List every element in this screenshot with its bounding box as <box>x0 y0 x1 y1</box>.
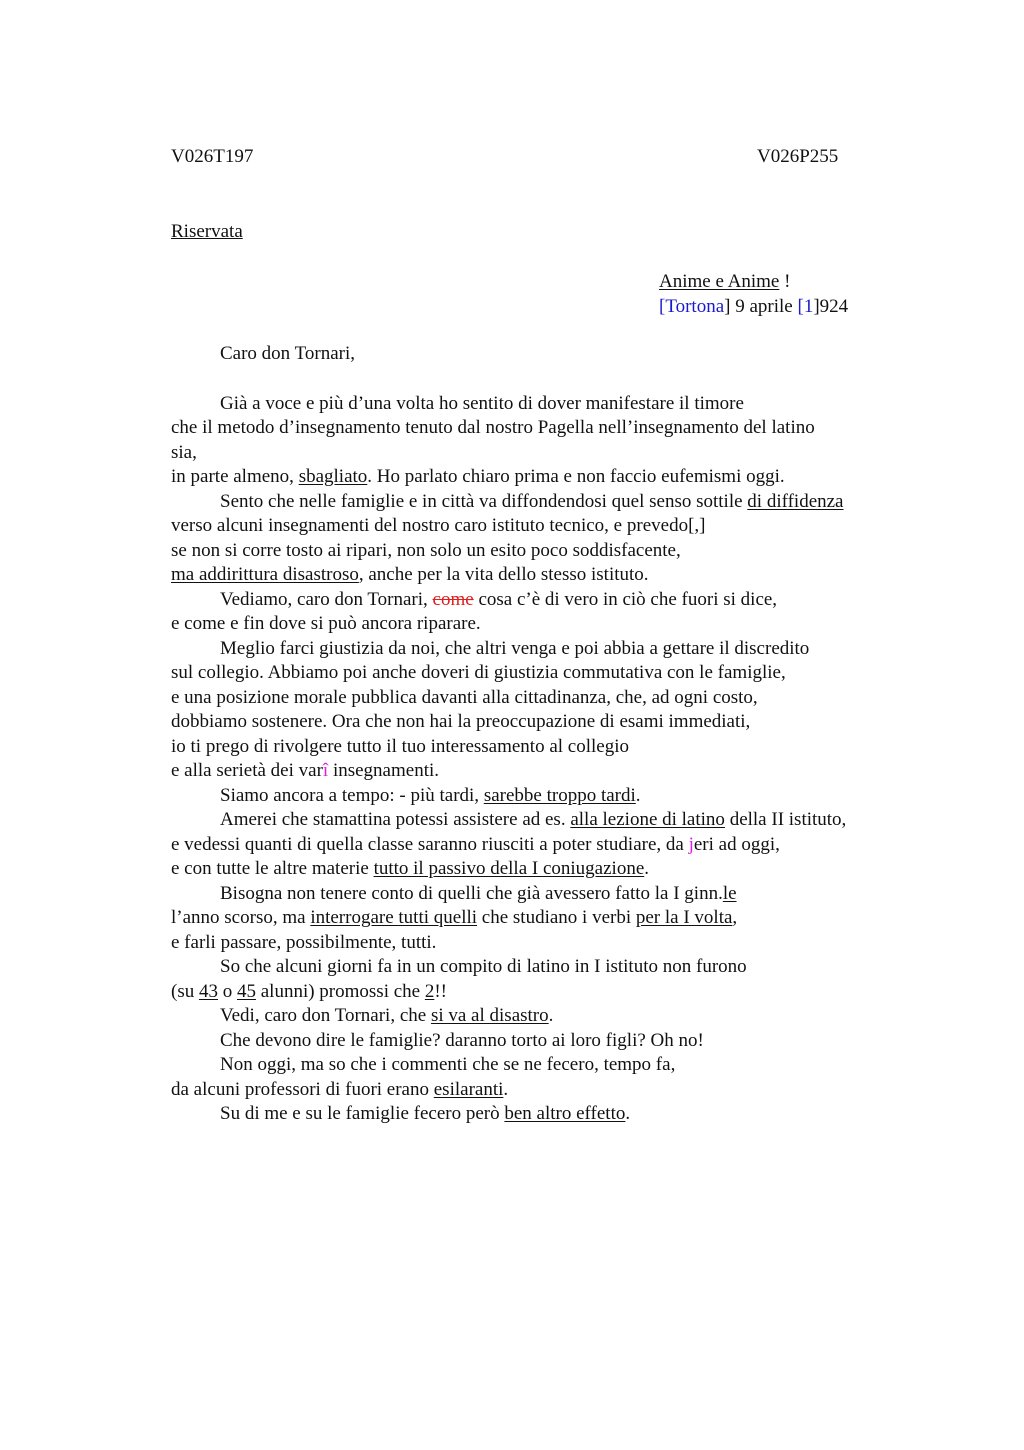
body-line <box>171 1004 911 1029</box>
bracket2-open: [ <box>797 295 804 317</box>
text-segment: eri ad oggi, <box>693 833 780 855</box>
underlined-segment: si va al disastro <box>430 1005 549 1026</box>
place-name: Tortona <box>665 295 725 317</box>
body-line <box>171 808 911 833</box>
underlined-segment: alla lezione di latino <box>570 809 725 830</box>
date-day-month: 9 aprile <box>730 295 798 317</box>
text-segment: . <box>635 784 641 806</box>
body-line: io ti prego di rivolgere tutto il tuo interessamento al collegio <box>171 735 630 757</box>
text-segment: e con tutte le altre materie <box>171 858 374 879</box>
text-segment: della II istituto, <box>724 809 847 830</box>
body-line: verso alcuni insegnamenti del nostro caro istituto tecnico, e prevedo[,] <box>171 515 706 536</box>
text-segment: Siamo ancora a tempo: - più tardi, <box>220 784 484 806</box>
underlined-segment: ma addirittura disastroso <box>171 564 359 585</box>
text-segment: e alla serietà dei var <box>171 760 323 781</box>
body-line: e una posizione morale pubblica davanti alla cittadinanza, che, ad ogni costo, <box>171 686 758 708</box>
text-segment: , anche per la vita dello stesso istituto. <box>358 564 649 585</box>
text-segment: cosa c’è di vero in ciò che fuori si dice, <box>473 588 778 610</box>
bracket-open: [ <box>659 295 666 317</box>
body-line: Meglio farci giustizia da noi, che altri venga e poi abbia a gettare il discredito <box>220 637 810 659</box>
text-segment: da alcuni professori di fuori erano <box>171 1078 434 1100</box>
body-line: e come e fin dove si può ancora riparare. <box>171 613 481 634</box>
blank-line <box>171 367 911 392</box>
text-segment: insegnamenti. <box>328 760 440 781</box>
text-segment: !! <box>434 980 447 1002</box>
year-digit: 1 <box>803 295 814 317</box>
year-rest: 924 <box>819 295 849 317</box>
underlined-number: 43 <box>198 980 218 1002</box>
motto-block <box>659 270 848 319</box>
body-line: So che alcuni giorni fa in un compito di latino in I istituto non furono <box>220 956 747 977</box>
underlined-segment: tutto il passivo della I coniugazione <box>373 858 645 879</box>
text-segment: , <box>732 907 738 928</box>
body-line: dobbiamo sostenere. Ora che non hai la preoccupazione di esami immediati, <box>171 711 751 732</box>
body-line: Già a voce e più d’una volta ho sentito di dover manifestare il timore <box>220 392 744 414</box>
body-line <box>171 906 911 931</box>
text-segment: Amerei che stamattina potessi assistere ad es. <box>220 809 571 830</box>
underlined-segment: sbagliato <box>298 466 368 487</box>
body-line <box>171 833 911 858</box>
salutation: Caro don Tornari, <box>220 343 355 364</box>
body-line <box>171 882 911 907</box>
text-segment: . <box>625 1103 631 1124</box>
text-segment: o <box>217 980 237 1002</box>
body-line <box>171 1102 911 1127</box>
body-line <box>171 465 911 490</box>
document-code-left: V026T197 <box>171 146 254 167</box>
text-segment: Vediamo, caro don Tornari, <box>220 588 433 610</box>
text-segment: Su di me e su le famiglie fecero però <box>220 1103 505 1124</box>
body-line: se non si corre tosto ai ripari, non solo un esito poco soddisfacente, <box>171 539 681 561</box>
body-line: sia, <box>171 441 197 463</box>
text-segment: Sento che nelle famiglie e in città va diffondendosi quel senso sottile <box>220 490 748 512</box>
corrected-letter: j <box>688 833 694 855</box>
motto-text: Anime e Anime <box>659 271 780 292</box>
body-line <box>171 759 911 784</box>
underlined-segment: esilaranti <box>433 1078 504 1100</box>
struck-word: come <box>432 588 474 610</box>
body-line <box>171 784 911 809</box>
underlined-segment: per la I volta <box>635 907 733 928</box>
underlined-segment: ben altro effetto <box>504 1103 626 1124</box>
bracket2-close: ] <box>813 295 820 317</box>
text-segment: . <box>503 1078 509 1100</box>
text-segment: e vedessi quanti di quella classe saranno riusciti a poter studiare, da <box>171 833 689 855</box>
text-segment: . <box>548 1005 554 1026</box>
body-line: che il metodo d’insegnamento tenuto dal nostro Pagella nell’insegnamento del latino <box>171 417 815 438</box>
underlined-segment: sarebbe troppo tardi <box>483 784 636 806</box>
corrected-letter: î <box>322 760 329 781</box>
riservata-label: Riservata <box>171 221 243 242</box>
motto-exclamation: ! <box>779 271 791 292</box>
body-line: Che devono dire le famiglie? daranno torto ai loro figli? Oh no! <box>220 1029 704 1051</box>
text-segment: . Ho parlato chiaro prima e non faccio eufemismi oggi. <box>367 466 785 487</box>
text-segment: l’anno scorso, ma <box>171 907 311 928</box>
body-line <box>171 588 911 613</box>
body-line <box>171 563 911 588</box>
body-line <box>171 1078 911 1103</box>
text-segment: in parte almeno, <box>171 466 299 487</box>
body-line <box>171 857 911 882</box>
place-date-line <box>659 295 848 320</box>
body-line: e farli passare, possibilmente, tutti. <box>171 931 437 953</box>
text-segment: che studiano i verbi <box>477 907 636 928</box>
bracket-close: ] <box>724 295 731 317</box>
underlined-segment: di diffidenza <box>747 490 844 512</box>
body-line: sul collegio. Abbiamo poi anche doveri di giustizia commutativa con le famiglie, <box>171 662 786 683</box>
body-line <box>171 980 911 1005</box>
underlined-number: 45 <box>236 980 256 1002</box>
text-segment: (su <box>171 980 199 1002</box>
body-line: Non oggi, ma so che i commenti che se ne fecero, tempo fa, <box>220 1054 676 1075</box>
text-segment: alunni) promossi che <box>255 980 425 1002</box>
underlined-number: 2 <box>424 980 435 1002</box>
motto-line <box>659 270 848 295</box>
letter-body <box>171 342 911 1127</box>
body-line <box>171 490 911 515</box>
underlined-segment: le <box>722 882 737 904</box>
text-segment: Bisogna non tenere conto di quelli che già avessero fatto la I ginn. <box>220 882 723 904</box>
document-code-right: V026P255 <box>757 146 839 167</box>
text-segment: . <box>644 858 649 879</box>
text-segment: Vedi, caro don Tornari, che <box>220 1005 431 1026</box>
underlined-segment: interrogare tutti quelli <box>310 907 478 928</box>
